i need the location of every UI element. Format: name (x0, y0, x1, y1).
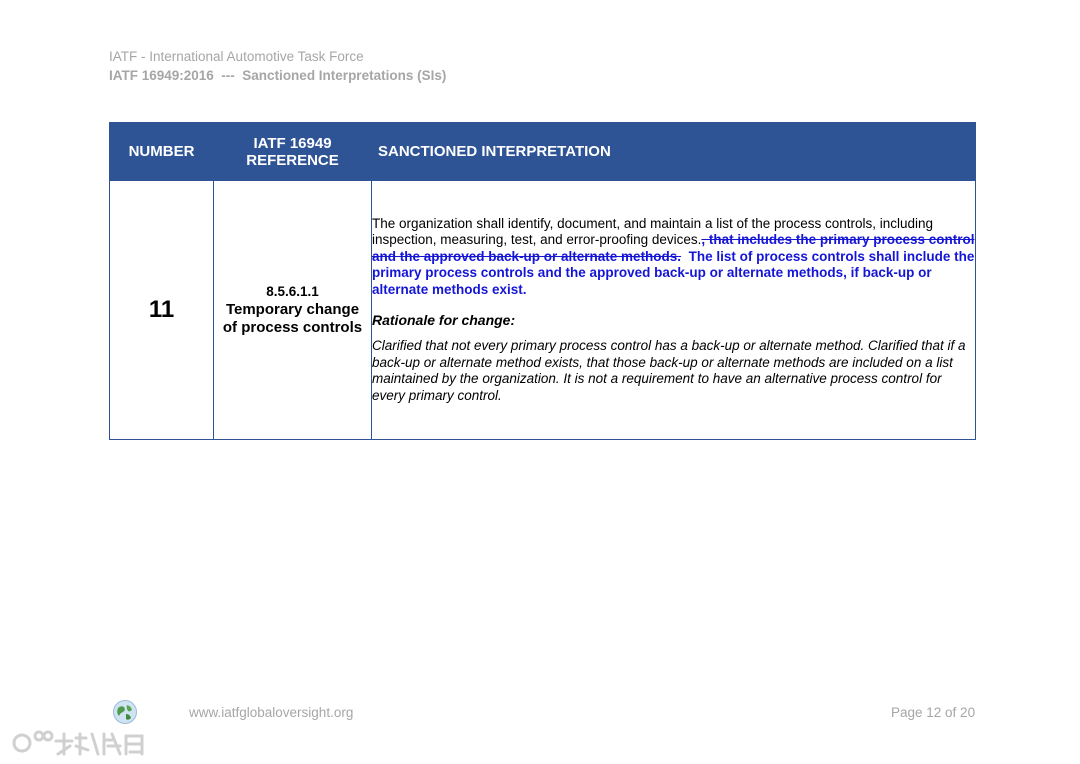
interpretation-cell (372, 181, 976, 440)
globe-logo-icon (112, 699, 138, 725)
table-header-row (110, 123, 976, 181)
table-row (110, 181, 976, 440)
sanctioned-interpretation-table (109, 122, 976, 440)
header-document-title: IATF 16949:2016 --- Sanctioned Interpretations (SIs) (109, 68, 447, 83)
column-header-number: NUMBER (110, 123, 214, 181)
reference-clause-title-line1: Temporary change (225, 301, 360, 318)
iatf-reference (214, 181, 372, 440)
column-header-interpretation: SANCTIONED INTERPRETATION (372, 123, 976, 181)
footer-website-link[interactable]: www.iatfglobaloversight.org (189, 705, 354, 720)
reference-clause-number: 8.5.6.1.1 (266, 284, 319, 299)
interpretation-deleted-text: , that includes the primary process control and the approved back-up or alternate methods. (372, 232, 975, 264)
interpretation-original-text: The organization shall identify, document, and maintain a list of the process controls, including inspection, measuring, test, and error-proofing devices. (372, 215, 934, 248)
header-org-name: IATF - International Automotive Task Force (109, 49, 364, 64)
interpretation-inserted-text: The list of process controls shall include the primary process controls and the approved back-up or alternate methods, if back-up or alternate methods exist. (372, 248, 975, 297)
rationale-title: Rationale for change: (372, 312, 516, 328)
column-header-reference (214, 123, 372, 181)
reference-clause-title-line2: of process controls (222, 319, 363, 336)
column-header-reference-line2: REFERENCE (246, 151, 339, 169)
si-number: 11 (110, 181, 214, 440)
interpretation-text (372, 216, 975, 298)
column-header-reference-line1: IATF 16949 (253, 134, 332, 152)
rationale-text: Clarified that not every primary process control has a back-up or alternate method. Clarified that if a back-up or alternate method exists, that those back-up or alternate methods are included on a list maintained by the organization. It is not a requirement to have an alternative process control for every primary control. (372, 338, 966, 403)
footer-page-number: Page 12 of 20 (891, 705, 976, 720)
watermark-logo-icon (8, 726, 148, 762)
